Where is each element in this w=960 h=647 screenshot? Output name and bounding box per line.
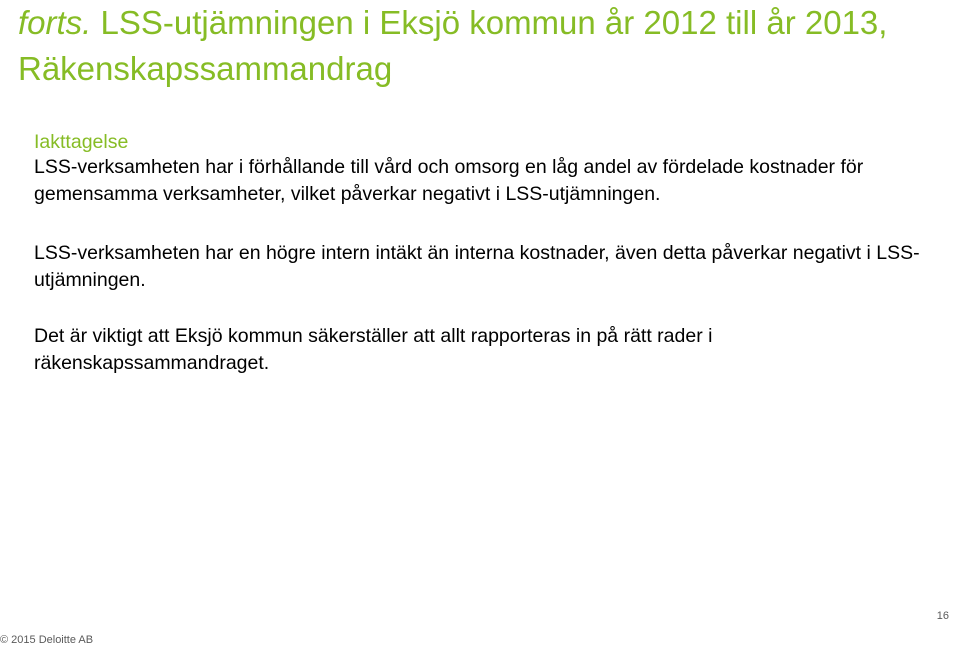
slide-title: [18, 0, 953, 92]
paragraph-2: LSS-verksamheten har en högre intern intäkt än interna kostnader, även detta påverkar negativt i LSS-utjämningen.: [34, 242, 920, 291]
paragraph-1: LSS-verksamheten har i förhållande till vård och omsorg en låg andel av fördelade kostnader för gemensamma verksamheter, vilket påverkar negativt i LSS-utjämningen.: [34, 156, 864, 205]
title-prefix: forts.: [18, 4, 92, 41]
footer-copyright: © 2015 Deloitte AB: [0, 634, 94, 646]
paragraph-3: Det är viktigt att Eksjö kommun säkerställer att allt rapporteras in på rätt rader i räkenskapssammandraget.: [34, 325, 713, 374]
title-main: LSS-utjämningen i Eksjö kommun år 2012 till år 2013, Räkenskapssammandrag: [18, 4, 888, 87]
page-number: 16: [936, 610, 949, 622]
section-heading: Iakttagelse: [34, 131, 129, 153]
